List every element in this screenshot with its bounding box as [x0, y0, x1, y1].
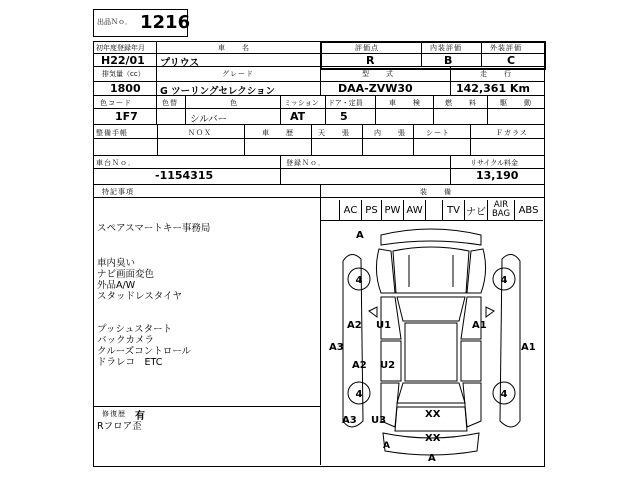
equipment-pw: PW: [382, 200, 404, 220]
remark-line: ドラレコ ETC: [97, 357, 163, 368]
mark-trunk: XX: [425, 409, 441, 420]
label-chassis-no: 車台Ｎｏ．: [96, 159, 136, 167]
label-doors: ドア・定員: [328, 99, 363, 107]
label-interior-cover: 内 張: [374, 129, 406, 137]
first-reg-value: H22/01: [101, 54, 145, 67]
label-nox: ＮＯＸ: [188, 129, 212, 137]
remark-line: クルーズコントロール: [97, 346, 192, 357]
mark-rear-bumper: XX: [425, 433, 441, 444]
interior-score-value: B: [444, 54, 453, 67]
label-seat: シート: [426, 129, 450, 137]
car-name-value: プリウス: [160, 58, 200, 69]
label-model: 型 式: [362, 70, 394, 78]
label-interior-score: 内装評価: [430, 44, 462, 52]
label-remarks: 特記事項: [102, 188, 134, 196]
remark-line: スタッドレスタイヤ: [97, 291, 183, 302]
mark-bottom: A: [428, 453, 436, 464]
remark-line: スペアスマートキー事務局: [97, 223, 211, 234]
equipment-ac: AC: [340, 200, 362, 220]
mark-left-front-window: U1: [376, 320, 392, 331]
equipment-blank: [320, 200, 340, 220]
mark-rear-left: A3: [342, 415, 357, 426]
label-glass: Ｆガラス: [496, 129, 528, 137]
equipment-airbag: AIR BAG: [488, 200, 515, 220]
exterior-score-value: C: [507, 54, 516, 67]
mark-left-front-door: A2: [347, 320, 362, 331]
equipment-tv: TV: [443, 200, 465, 220]
mark-rear-left-window: U3: [371, 415, 387, 426]
remark-line: ナビ画面変色: [97, 269, 155, 280]
mark-right-side: A1: [521, 342, 536, 353]
grade-value: G ツーリングセレクション: [160, 86, 276, 97]
label-displacement: 排気量（cc）: [102, 70, 145, 78]
tire-rear-right-mark: 4: [500, 389, 508, 400]
chassis-no-value: -1154315: [155, 169, 214, 182]
model-value: DAA-ZVW30: [338, 82, 413, 95]
label-sunroof: 天 張: [318, 129, 350, 137]
label-reg-no: 登録Ｎｏ．: [286, 159, 326, 167]
label-color-change: 色替: [162, 99, 178, 107]
remark-line: プッシュスタート: [97, 324, 173, 335]
label-equipment: 装 備: [420, 188, 452, 196]
mark-right-front: A1: [472, 320, 487, 331]
label-recycle-fee: リサイクル料金: [470, 159, 519, 167]
tire-front-right-mark: 4: [500, 275, 508, 286]
repair-history-value: 有: [135, 411, 145, 422]
label-mileage: 走 行: [480, 70, 512, 78]
exhibit-number-label: 出品Ｎｏ．: [97, 18, 132, 26]
label-history: 車 歴: [262, 129, 294, 137]
label-first-reg: 初年度登録年月: [96, 44, 145, 52]
mark-front-top: A: [356, 230, 364, 241]
tire-front-left-mark: 4: [355, 275, 363, 286]
label-manual: 整備手帳: [96, 129, 128, 137]
equipment-navi: ナビ: [465, 200, 488, 220]
label-score: 評価点: [355, 44, 379, 52]
label-grade: グレード: [222, 70, 254, 78]
label-mission: ミッション: [284, 99, 319, 107]
mark-rear-small: A: [383, 441, 390, 451]
vehicle-diagram: [321, 221, 542, 464]
tire-rear-left-mark: 4: [355, 389, 363, 400]
equipment-ps: PS: [362, 200, 382, 220]
label-exterior-score: 外装評価: [490, 44, 522, 52]
remark-line: 車内臭い: [97, 258, 136, 269]
mark-left-side: A3: [329, 342, 344, 353]
label-car-name: 車 名: [218, 44, 250, 52]
label-color: 色: [230, 99, 238, 107]
remark-line: バックカメラ: [97, 335, 155, 346]
label-color-code: 色コード: [100, 99, 132, 107]
repair-note: Rフロア歪: [97, 421, 142, 432]
score-value: R: [366, 54, 375, 67]
color-value: シルバー: [190, 114, 228, 125]
label-repair-history: 修復歴: [102, 410, 126, 418]
doors-value: 5: [340, 110, 348, 123]
mileage-value: 142,361 Km: [456, 82, 530, 95]
label-fuel: 燃 料: [445, 99, 477, 107]
exhibit-number: 1216: [140, 12, 191, 33]
label-drive: 駆 動: [500, 99, 532, 107]
equipment-empty: [426, 200, 443, 220]
color-code-value: 1F7: [115, 110, 138, 123]
mission-value: AT: [290, 110, 306, 123]
mark-left-rear-window: U2: [380, 360, 396, 371]
recycle-fee-value: 13,190: [476, 169, 519, 182]
displacement-value: 1800: [110, 82, 141, 95]
mark-left-rear-door: A2: [352, 360, 367, 371]
remark-line: 外品A/W: [97, 280, 136, 291]
equipment-abs: ABS: [518, 204, 539, 216]
equipment-aw: AW: [404, 200, 426, 220]
label-inspection: 車 検: [389, 99, 421, 107]
